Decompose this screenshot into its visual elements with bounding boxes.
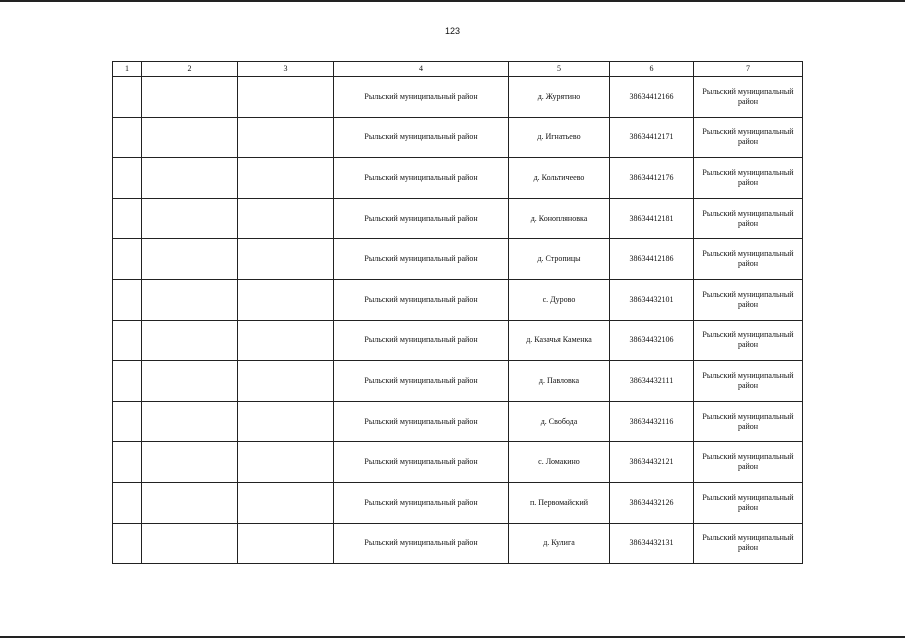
cell-col-3 [238,198,334,239]
table-row [113,442,803,483]
cell-number [113,239,142,280]
cell-district: Рыльский муниципальный район [334,239,509,280]
cell-number [113,117,142,158]
cell-district: Рыльский муниципальный район [334,279,509,320]
cell-settlement: с. Дурово [509,279,610,320]
cell-oktmo-code: 38634432121 [610,442,694,483]
cell-oktmo-code: 38634432126 [610,482,694,523]
scan-bottom-edge [0,636,905,638]
table-row [113,320,803,361]
table-row [113,158,803,199]
cell-number [113,401,142,442]
cell-col-3 [238,401,334,442]
cell-settlement: п. Первомайский [509,482,610,523]
cell-settlement: д. Кольтичеево [509,158,610,199]
cell-col-2 [142,320,238,361]
header-col-4: 4 [334,62,509,77]
cell-oktmo-code: 38634432116 [610,401,694,442]
cell-number [113,361,142,402]
cell-col-3 [238,482,334,523]
cell-settlement: д. Коноплянoвка [509,198,610,239]
cell-col-3 [238,442,334,483]
table-row [113,77,803,118]
cell-col-3 [238,239,334,280]
cell-district: Рыльский муниципальный район [334,198,509,239]
cell-number [113,279,142,320]
cell-district: Рыльский муниципальный район [334,523,509,564]
cell-col-2 [142,482,238,523]
cell-col-2 [142,279,238,320]
cell-municipality: Рыльский муниципальный район [694,442,803,483]
page-number: 123 [444,26,461,36]
table-row [113,198,803,239]
cell-col-3 [238,77,334,118]
cell-oktmo-code: 38634432101 [610,279,694,320]
header-col-7: 7 [694,62,803,77]
cell-col-2 [142,239,238,280]
cell-oktmo-code: 38634432111 [610,361,694,402]
cell-oktmo-code: 38634412186 [610,239,694,280]
cell-district: Рыльский муниципальный район [334,361,509,402]
cell-municipality: Рыльский муниципальный район [694,239,803,280]
cell-col-2 [142,117,238,158]
header-col-1: 1 [113,62,142,77]
cell-municipality: Рыльский муниципальный район [694,77,803,118]
cell-municipality: Рыльский муниципальный район [694,523,803,564]
cell-municipality: Рыльский муниципальный район [694,117,803,158]
cell-municipality: Рыльский муниципальный район [694,482,803,523]
cell-settlement: д. Стропицы [509,239,610,280]
cell-number [113,198,142,239]
cell-municipality: Рыльский муниципальный район [694,158,803,199]
cell-district: Рыльский муниципальный район [334,320,509,361]
header-col-3: 3 [238,62,334,77]
cell-oktmo-code: 38634432131 [610,523,694,564]
cell-col-2 [142,401,238,442]
cell-number [113,442,142,483]
header-col-2: 2 [142,62,238,77]
cell-col-2 [142,442,238,483]
register-table [112,61,803,564]
table-row [113,361,803,402]
table-row [113,401,803,442]
cell-oktmo-code: 38634412166 [610,77,694,118]
cell-col-2 [142,523,238,564]
cell-municipality: Рыльский муниципальный район [694,198,803,239]
scan-top-edge [0,0,905,2]
cell-settlement: д. Игнатьево [509,117,610,158]
cell-district: Рыльский муниципальный район [334,117,509,158]
cell-district: Рыльский муниципальный район [334,442,509,483]
cell-col-2 [142,158,238,199]
cell-settlement: д. Свобода [509,401,610,442]
cell-oktmo-code: 38634412171 [610,117,694,158]
table-header [113,62,803,77]
cell-settlement: с. Ломакино [509,442,610,483]
cell-district: Рыльский муниципальный район [334,158,509,199]
table-row [113,523,803,564]
cell-district: Рыльский муниципальный район [334,401,509,442]
cell-col-2 [142,198,238,239]
cell-district: Рыльский муниципальный район [334,482,509,523]
cell-number [113,320,142,361]
table-row [113,239,803,280]
cell-settlement: д. Павловка [509,361,610,402]
cell-col-2 [142,361,238,402]
table-row [113,279,803,320]
cell-number [113,523,142,564]
cell-col-3 [238,320,334,361]
cell-col-2 [142,77,238,118]
cell-settlement: д. Казачья Каменка [509,320,610,361]
cell-col-3 [238,279,334,320]
header-col-5: 5 [509,62,610,77]
header-col-6: 6 [610,62,694,77]
cell-col-3 [238,523,334,564]
cell-settlement: д. Журятино [509,77,610,118]
cell-municipality: Рыльский муниципальный район [694,361,803,402]
cell-oktmo-code: 38634412181 [610,198,694,239]
table-body [113,77,803,564]
cell-oktmo-code: 38634432106 [610,320,694,361]
cell-number [113,77,142,118]
cell-settlement: д. Кулига [509,523,610,564]
cell-col-3 [238,361,334,402]
table-row [113,117,803,158]
header-row [113,62,803,77]
cell-municipality: Рыльский муниципальный район [694,320,803,361]
table-row [113,482,803,523]
cell-district: Рыльский муниципальный район [334,77,509,118]
cell-number [113,158,142,199]
cell-municipality: Рыльский муниципальный район [694,401,803,442]
cell-col-3 [238,117,334,158]
cell-number [113,482,142,523]
cell-municipality: Рыльский муниципальный район [694,279,803,320]
cell-col-3 [238,158,334,199]
cell-oktmo-code: 38634412176 [610,158,694,199]
